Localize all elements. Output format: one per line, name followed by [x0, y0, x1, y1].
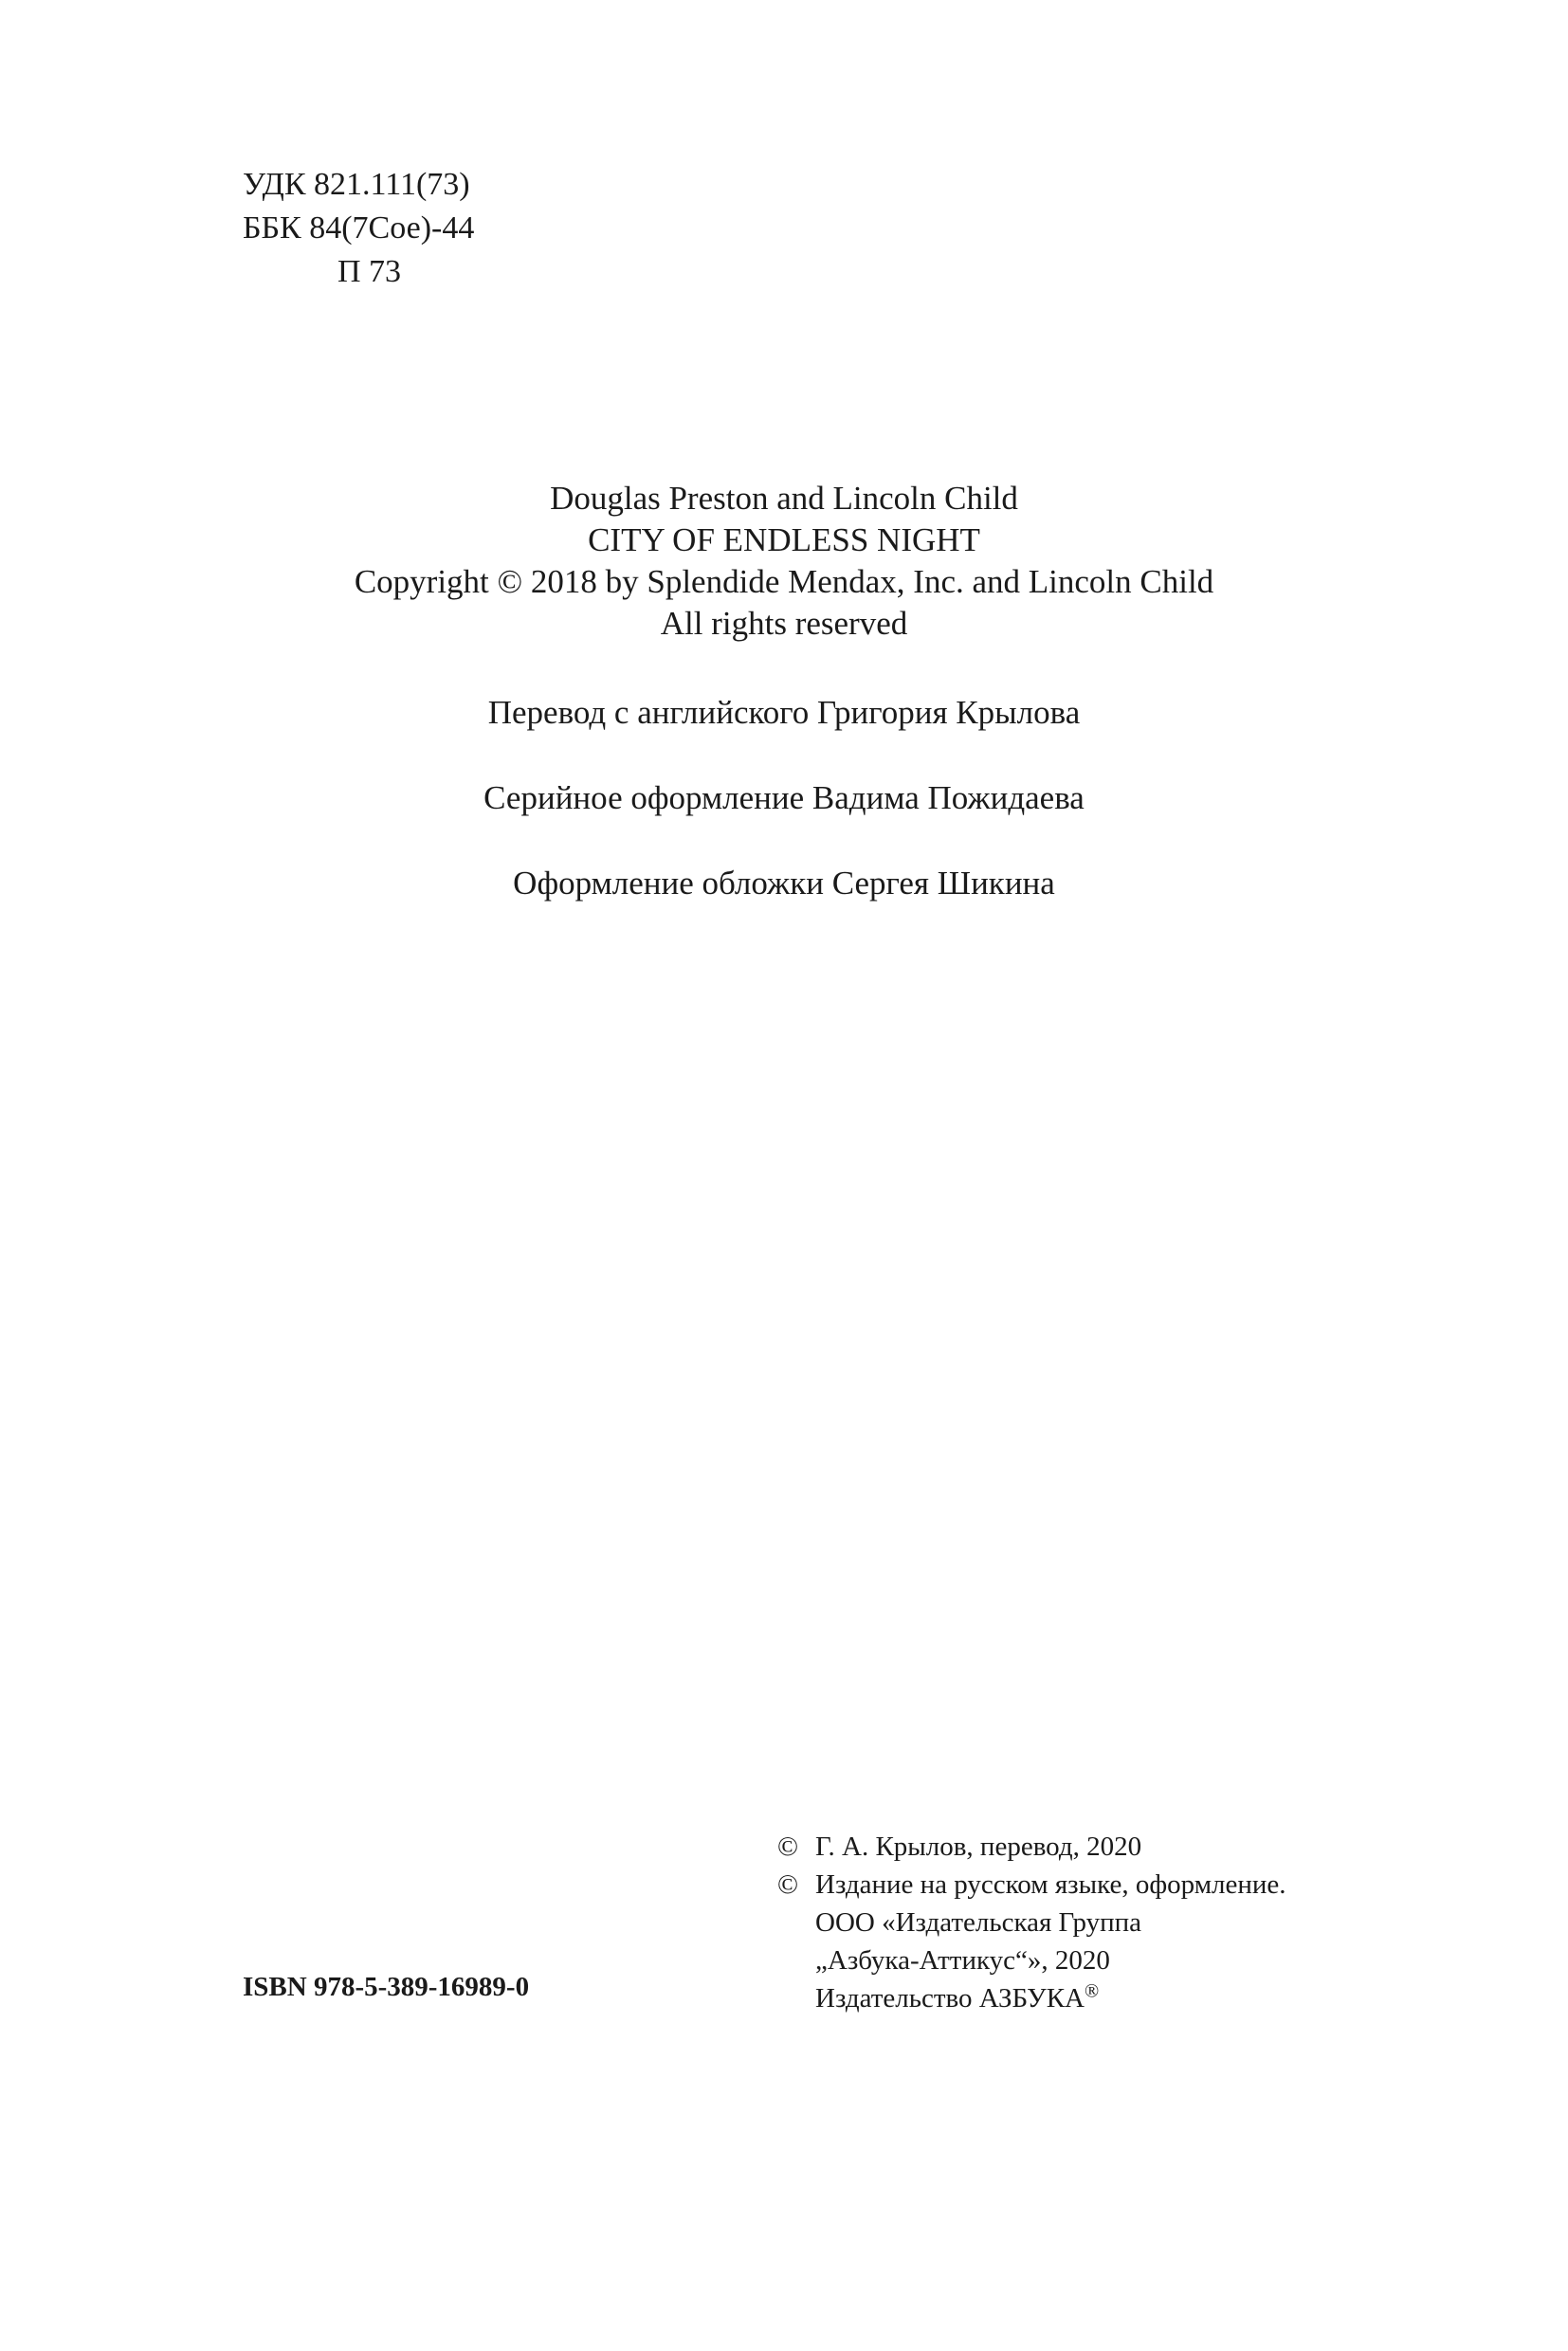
series-design-credit: Серийное оформление Вадима Пожидаева: [483, 779, 1085, 816]
registered-mark: ®: [1084, 1980, 1100, 2002]
edition-copyright-text: Издание на русском языке, оформление.: [815, 1869, 1286, 1900]
translation-copyright-text: Г. А. Крылов, перевод, 2020: [815, 1832, 1142, 1862]
author-mark: П 73: [337, 254, 402, 289]
publisher-group-line: ООО «Издательская Группа: [815, 1907, 1142, 1938]
cover-design-credit: Оформление обложки Сергея Шикина: [513, 865, 1055, 902]
original-title: CITY OF ENDLESS NIGHT: [588, 521, 980, 558]
isbn: ISBN 978-5-389-16989-0: [243, 1972, 530, 2002]
original-authors: Douglas Preston and Lincoln Child: [550, 480, 1018, 517]
bbk-code: ББК 84(7Сое)-44: [243, 210, 475, 246]
edition-copyright: [777, 1866, 1286, 1904]
copyright-symbol: ©: [777, 1869, 799, 1900]
translation-copyright: [777, 1828, 1286, 1866]
translator-credit: Перевод с английского Григория Крылова: [487, 694, 1081, 731]
rights-reserved: All rights reserved: [660, 605, 908, 642]
publisher-imprint-line: [777, 1979, 1286, 2017]
catalog-codes: [243, 163, 474, 294]
copyright-symbol: ©: [777, 1832, 799, 1862]
udk-code: УДК 821.111(73): [243, 167, 470, 202]
copyright-notices: [777, 1828, 1286, 2017]
original-copyright: Copyright © 2018 by Splendide Mendax, Inc. and Lincoln Child: [354, 563, 1214, 600]
original-edition-info: [0, 478, 1568, 645]
publisher-name-line: „Азбука-Аттикус“», 2020: [815, 1945, 1110, 1976]
publisher-imprint-text: Издательство АЗБУКА: [815, 1983, 1085, 2014]
